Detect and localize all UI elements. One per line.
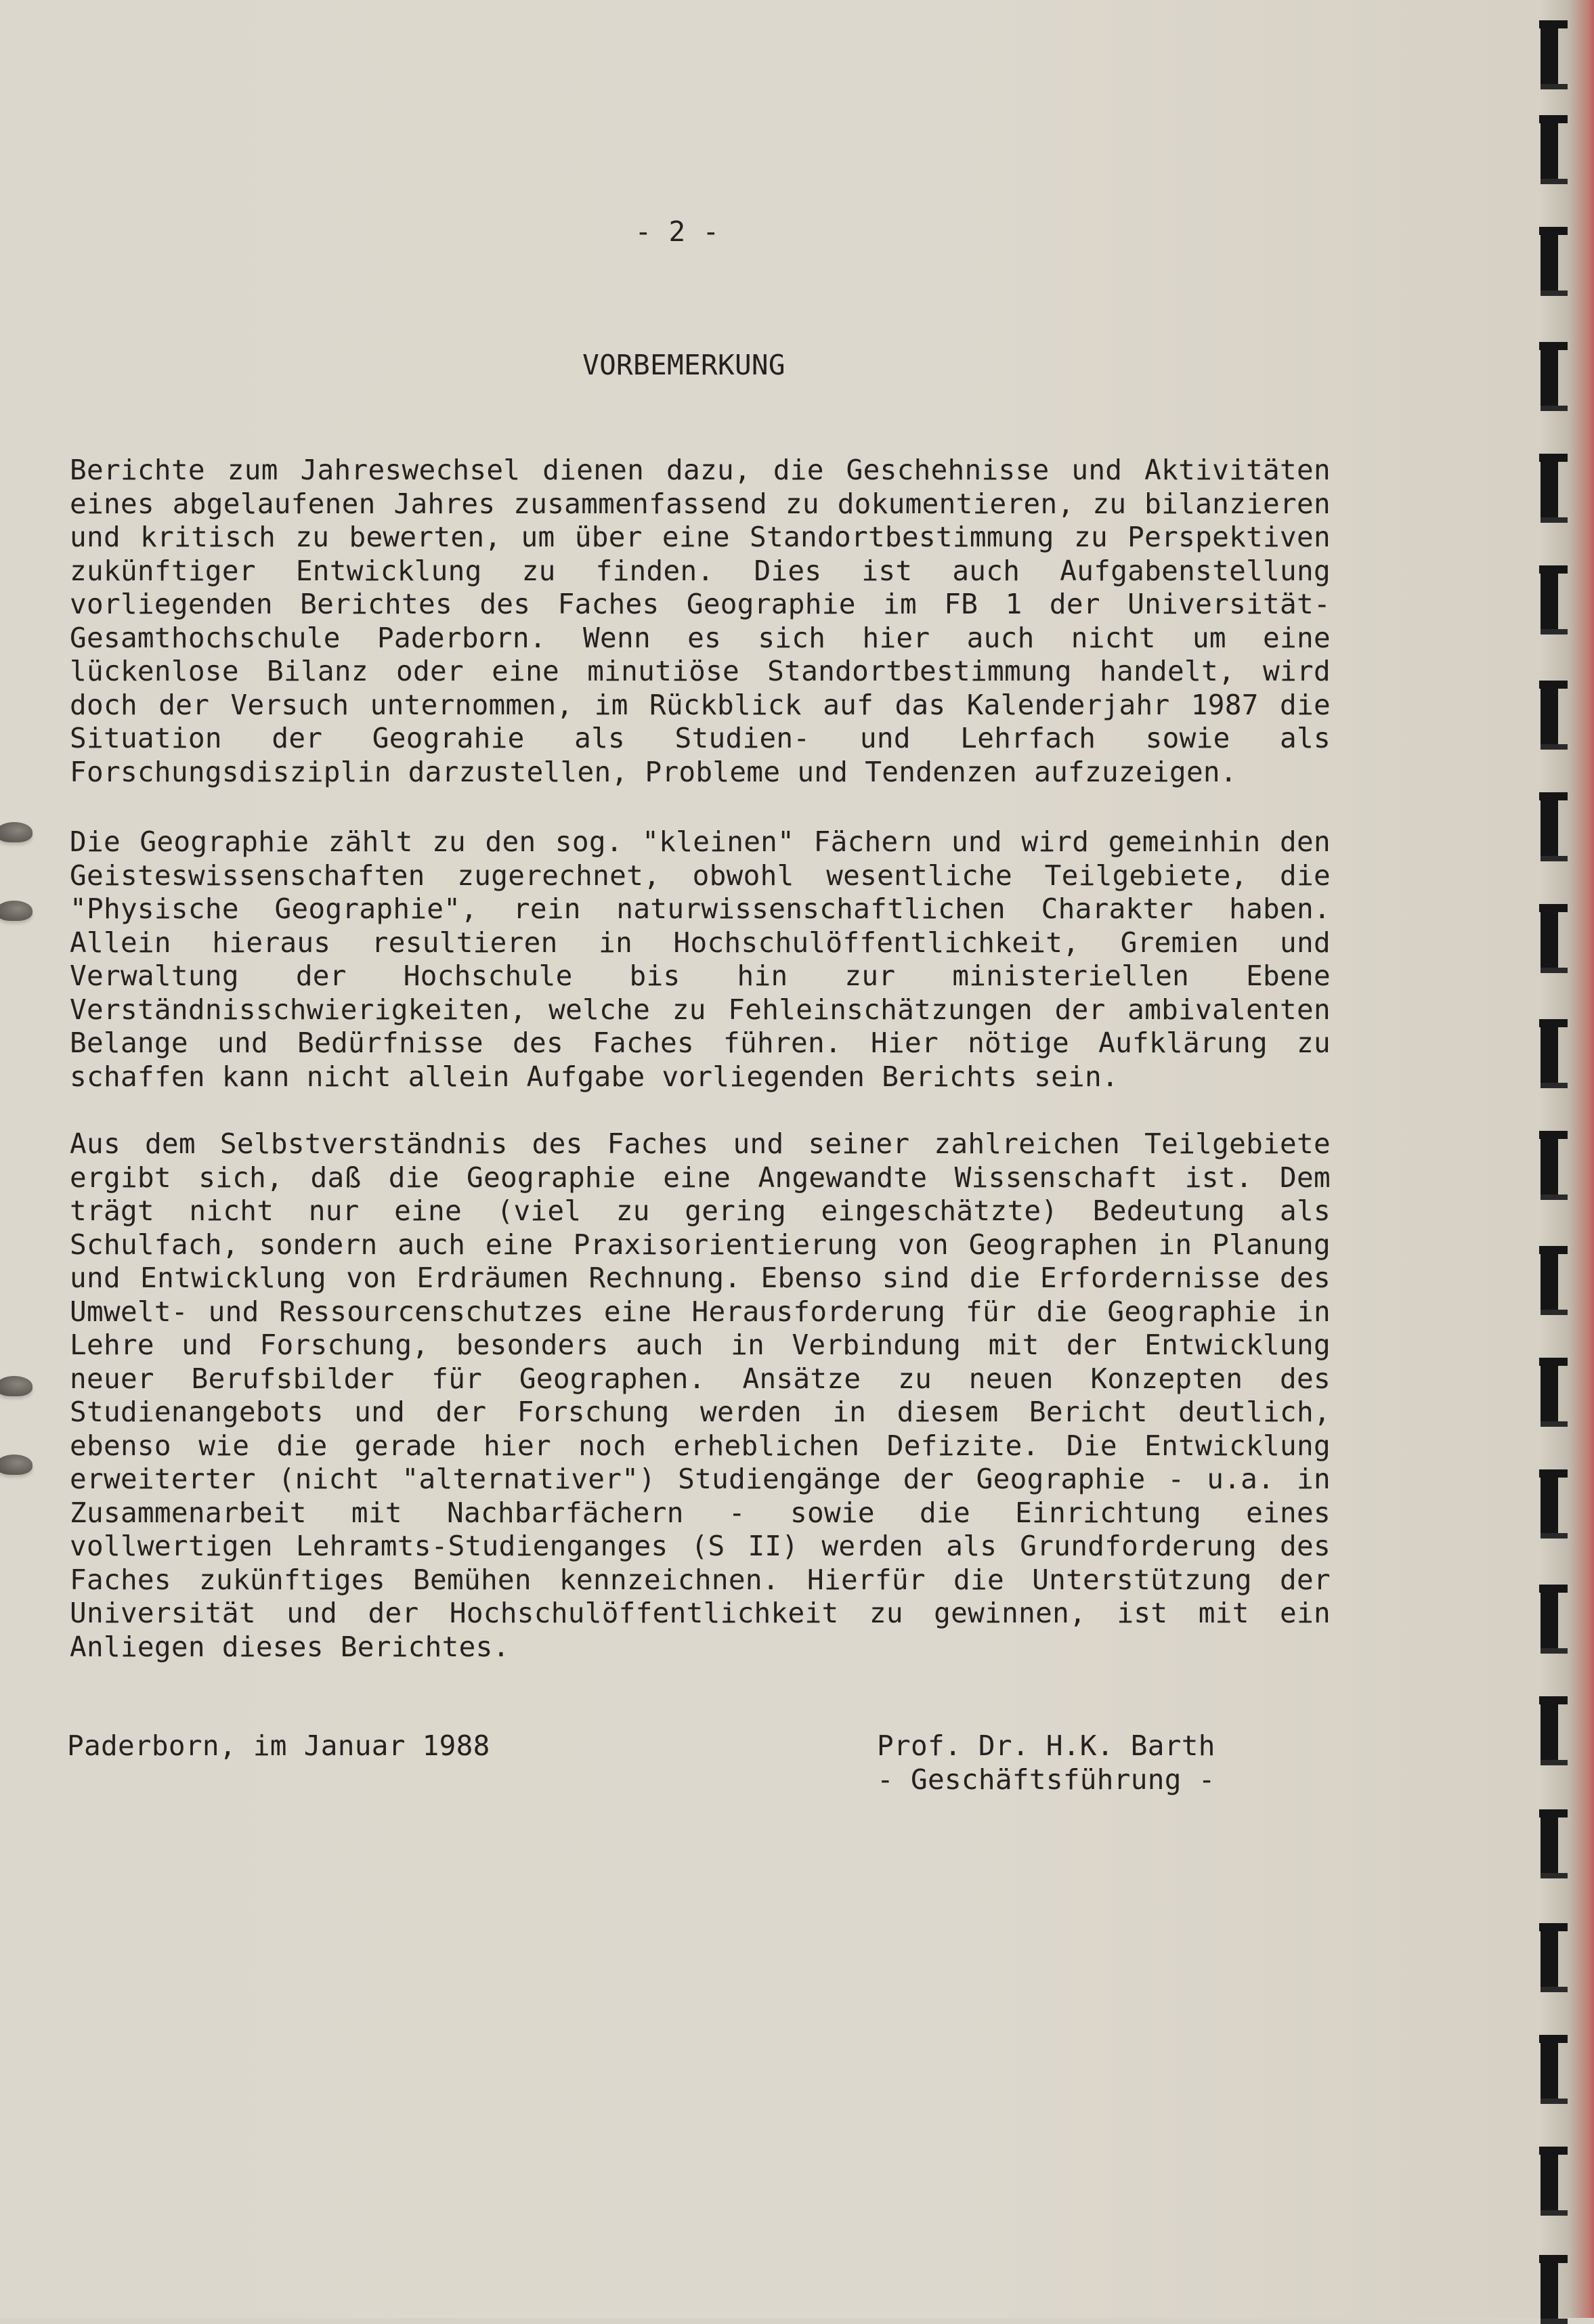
- binding-ring: [1541, 1585, 1558, 1650]
- punch-hole: [0, 1455, 33, 1475]
- page-title: VORBEMERKUNG: [582, 349, 785, 381]
- place-date: Paderborn, im Januar 1988: [67, 1729, 490, 1762]
- binding-ring: [1541, 681, 1558, 746]
- binding-ring: [1541, 1469, 1558, 1534]
- punch-hole: [0, 901, 33, 921]
- binding-ring: [1541, 1696, 1558, 1761]
- spiral-binding: [1534, 0, 1574, 2318]
- binding-ring: [1541, 1019, 1558, 1084]
- binding-ring: [1541, 342, 1558, 407]
- binding-ring: [1541, 2035, 1558, 2100]
- paragraph-2: Die Geographie zählt zu den sog. "kleinen" Fächern und wird gemeinhin den Geisteswissenschaften zugerechnet, obwohl wesentliche Teilgebiete, die "Physische Geographie", rein naturwissenschaftlichen Charakter haben. Allein hieraus resultieren in Hochschulöffentlichkeit, Gremien und Verwaltung der Hochschule bis hin zur ministeriellen Ebene Verständnisschwierigkeiten, welche zu Fehleinschätzungen der ambivalenten Belange und Bedürfnisse des Faches führen. Hier nötige Aufklärung zu schaffen kann nicht allein Aufgabe vorliegenden Berichts sein.: [70, 825, 1331, 1093]
- binding-ring: [1541, 2147, 1558, 2212]
- signature-name: Prof. Dr. H.K. Barth: [877, 1729, 1215, 1762]
- binding-ring: [1541, 2255, 1558, 2320]
- binding-ring: [1541, 1131, 1558, 1196]
- signature-block: [877, 1729, 1215, 1796]
- binding-ring: [1541, 115, 1558, 180]
- binding-ring: [1541, 792, 1558, 857]
- binding-ring: [1541, 1358, 1558, 1423]
- binding-ring: [1541, 1809, 1558, 1874]
- page-number: - 2 -: [634, 215, 720, 248]
- paragraph-1: Berichte zum Jahreswechsel dienen dazu, die Geschehnisse und Aktivitäten eines abgelaufenen Jahres zusammenfassend zu dokumentieren, zu bilanzieren und kritisch zu bewerten, um über eine Standortbestimmung zu Perspektiven zukünftiger Entwicklung zu finden. Dies ist auch Aufgabenstellung vorliegenden Berichtes des Faches Geographie im FB 1 der Universität-Gesamthochschule Paderborn. Wenn es sich hier auch nicht um eine lückenlose Bilanz oder eine minutiöse Standortbestimmung handelt, wird doch der Versuch unternommen, im Rückblick auf das Kalenderjahr 1987 die Situation der Geograhie als Studien- und Lehrfach sowie als Forschungsdisziplin darzustellen, Probleme und Tendenzen aufzuzeigen.: [70, 454, 1331, 788]
- paragraph-3: Aus dem Selbstverständnis des Faches und seiner zahlreichen Teilgebiete ergibt sich, daß die Geographie eine Angewandte Wissenschaft ist. Dem trägt nicht nur eine (viel zu gering eingeschätzte) Bedeutung als Schulfach, sondern auch eine Praxisorientierung von Geographen in Planung und Entwicklung von Erdräumen Rechnung. Ebenso sind die Erfordernisse des Umwelt- und Ressourcenschutzes eine Herausforderung für die Geographie in Lehre und Forschung, besonders auch in Verbindung mit der Entwicklung neuer Berufsbilder für Geographen. Ansätze zu neuen Konzepten des Studienangebots und der Forschung werden in diesem Bericht deutlich, ebenso wie die gerade hier noch erheblichen Defizite. Die Entwicklung erweiterter (nicht "alternativer") Studiengänge der Geographie - u.a. in Zusammenarbeit mit Nachbarfächern - sowie die Einrichtung eines vollwertigen Lehramts-Studienganges (S II) werden als Grundforderung des Faches zukünftiges Bemühen kennzeichnen. Hierfür die Unterstützung der Universität und der Hochschulöffentlichkeit zu gewinnen, ist mit ein Anliegen dieses Berichtes.: [70, 1127, 1331, 1663]
- binding-ring: [1541, 227, 1558, 292]
- punch-hole: [0, 822, 33, 842]
- binding-ring: [1541, 20, 1558, 85]
- binding-ring: [1541, 904, 1558, 969]
- binding-ring: [1541, 1923, 1558, 1988]
- signature-role: - Geschäftsführung -: [877, 1763, 1215, 1796]
- binding-ring: [1541, 1246, 1558, 1311]
- punch-hole: [0, 1376, 33, 1396]
- binding-ring: [1541, 565, 1558, 630]
- binding-ring: [1541, 454, 1558, 519]
